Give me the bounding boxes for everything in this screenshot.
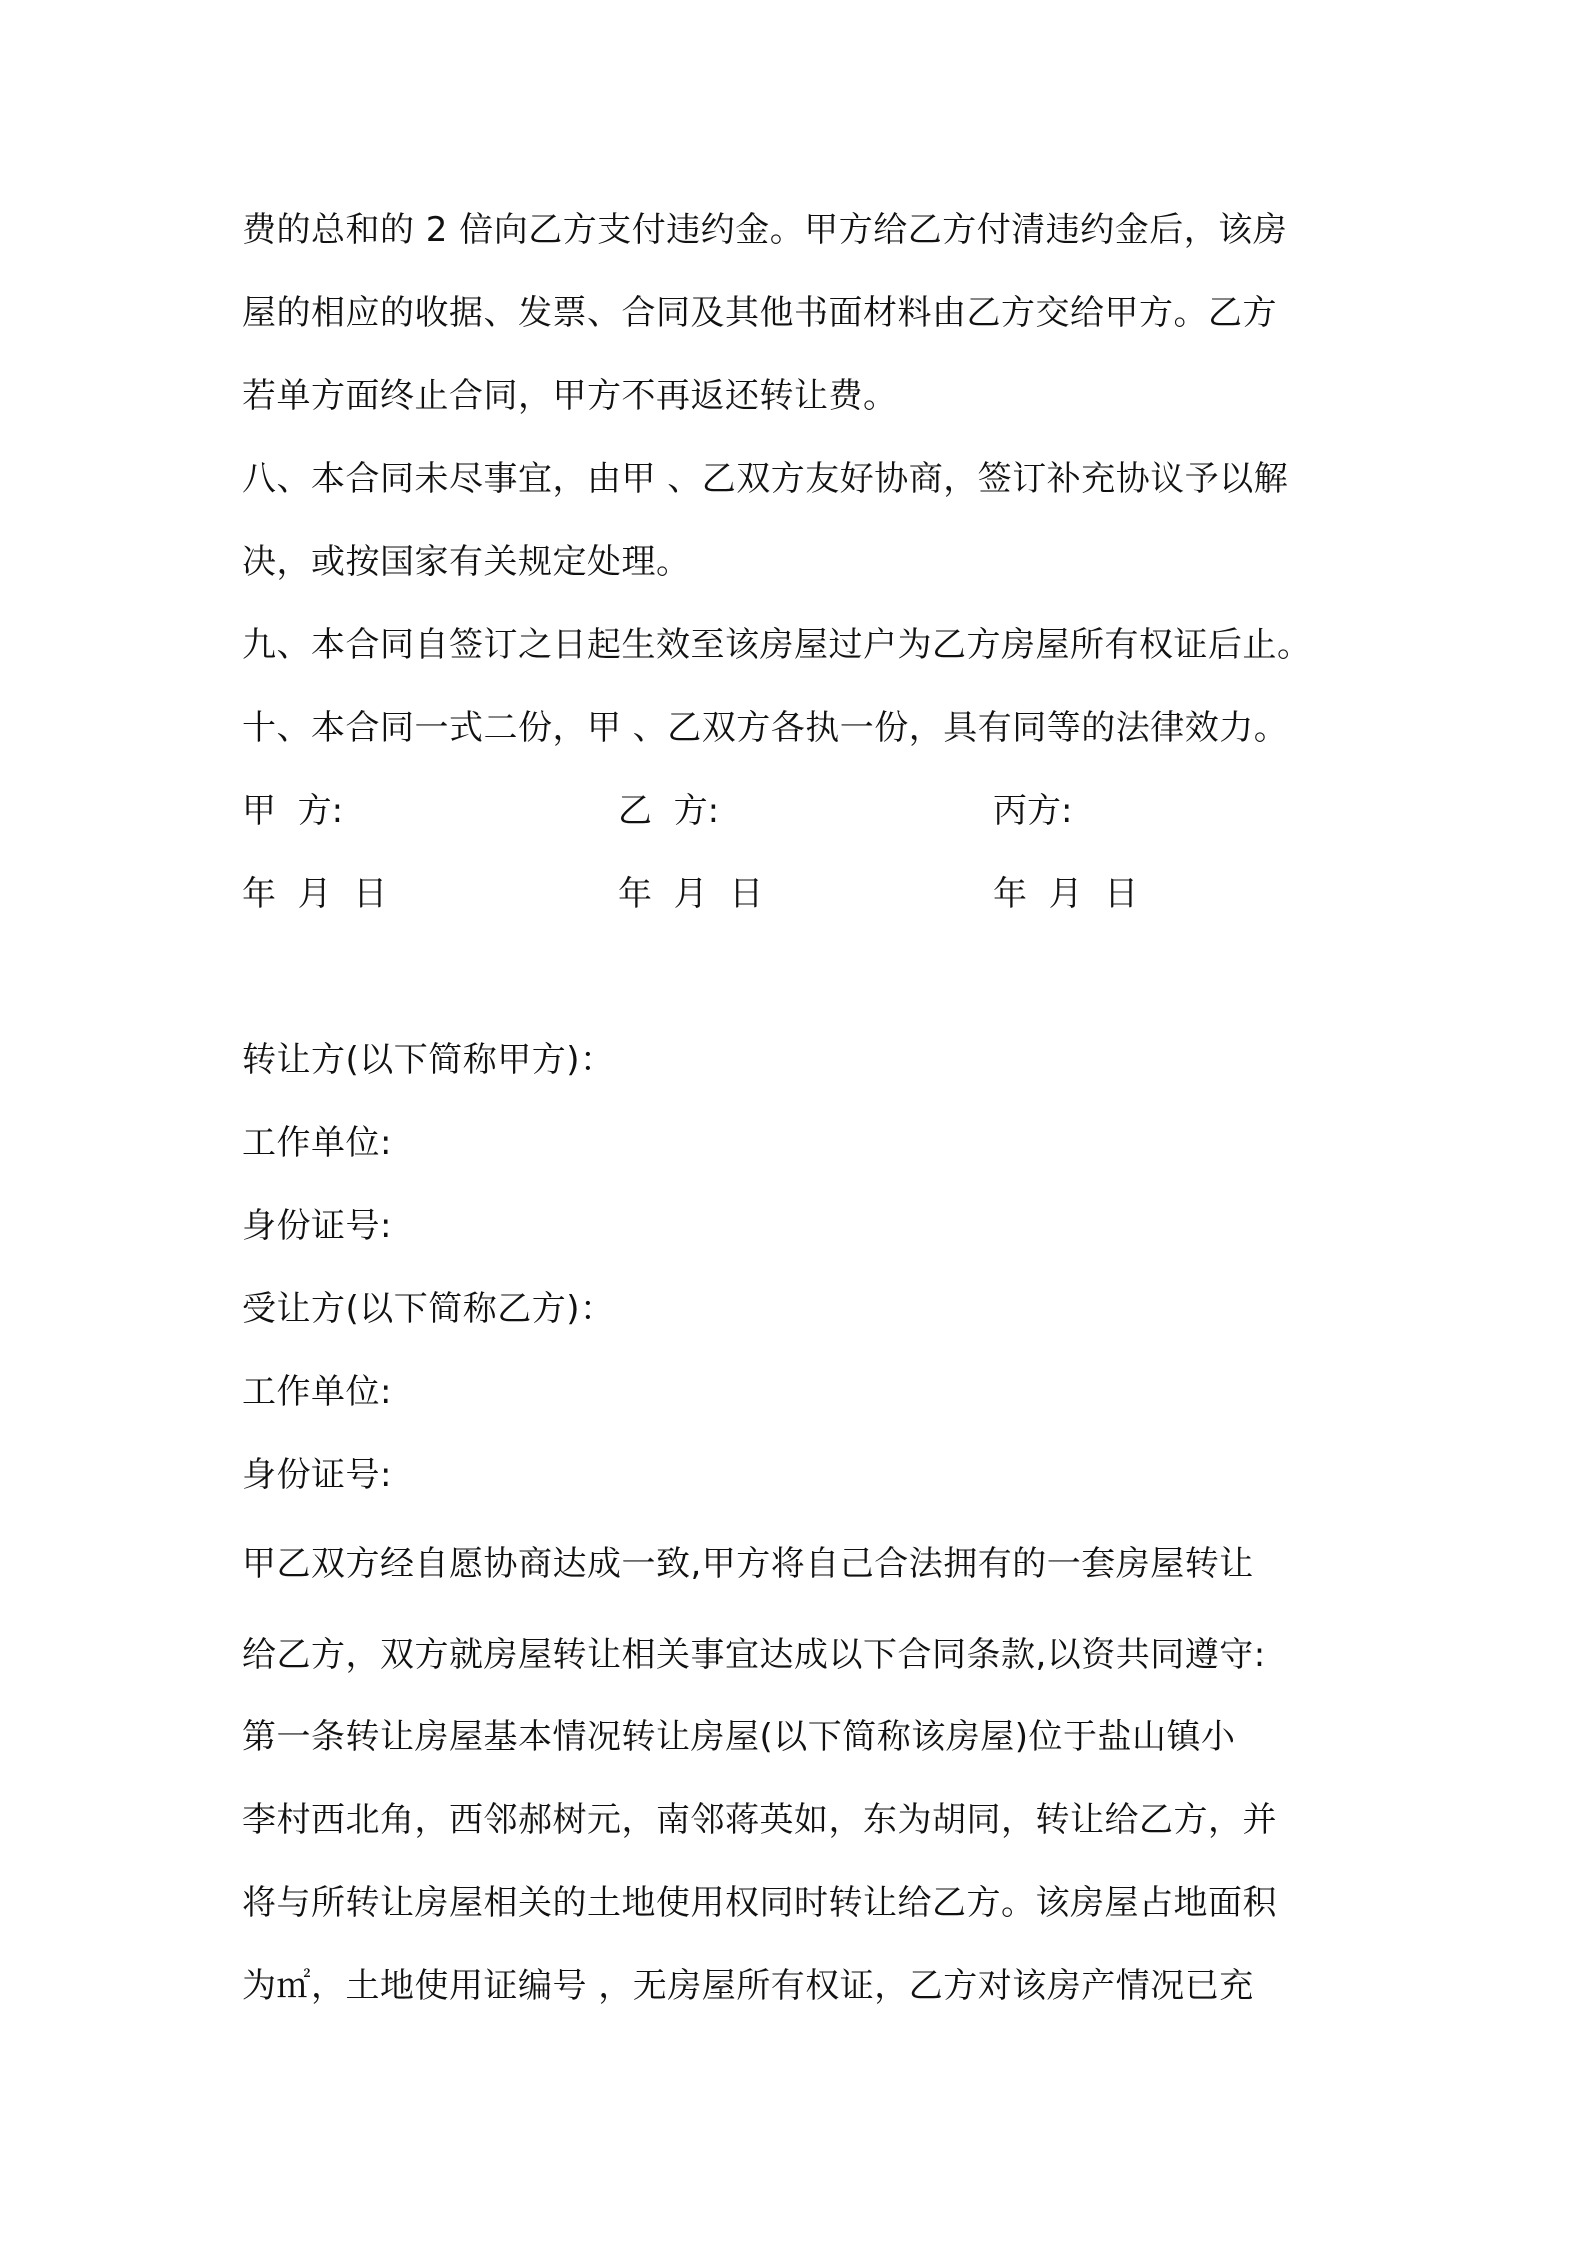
id-number-label: 身份证号:	[242, 1206, 392, 1246]
article-1-line: 第一条转让房屋基本情况转让房屋(以下简称该房屋)位于盐山镇小	[242, 1717, 1236, 1757]
article-1-line: 李村西北角，西邻郝树元，南邻蒋英如，东为胡同，转让给乙方，并	[242, 1800, 1277, 1840]
party-a-label: 甲 方:	[242, 791, 344, 831]
transferee-label: 受让方(以下简称乙方)：	[242, 1289, 615, 1329]
paragraph-line: 费的总和的 2 倍向乙方支付违约金。甲方给乙方付清违约金后，该房	[242, 210, 1288, 250]
intro-line: 甲乙双方经自愿协商达成一致,甲方将自己合法拥有的一套房屋转让	[242, 1544, 1254, 1584]
transferor-label: 转让方(以下简称甲方)：	[242, 1040, 615, 1080]
article-1-line: 将与所转让房屋相关的土地使用权同时转让给乙方。该房屋占地面积	[242, 1883, 1277, 1923]
clause-10: 十、本合同一式二份，甲 、乙双方各执一份，具有同等的法律效力。	[242, 708, 1289, 748]
party-b-label: 乙 方:	[618, 791, 720, 831]
date-c: 年 月 日	[993, 874, 1139, 914]
clause-8-line: 八、本合同未尽事宜，由甲 、乙双方友好协商，签订补充协议予以解	[242, 459, 1289, 499]
clause-8-line: 决，或按国家有关规定处理。	[242, 542, 691, 582]
date-a: 年 月 日	[242, 874, 388, 914]
paragraph-line: 若单方面终止合同，甲方不再返还转让费。	[242, 376, 898, 416]
intro-line: 给乙方，双方就房屋转让相关事宜达成以下合同条款,以资共同遵守:	[242, 1635, 1266, 1675]
id-number-label: 身份证号:	[242, 1455, 392, 1495]
party-c-label: 丙方:	[993, 791, 1073, 831]
clause-9: 九、本合同自签订之日起生效至该房屋过户为乙方房屋所有权证后止。	[242, 625, 1312, 665]
paragraph-line: 屋的相应的收据、发票、合同及其他书面材料由乙方交给甲方。乙方	[242, 293, 1277, 333]
article-1-line: 为㎡，土地使用证编号 ，无房屋所有权证，乙方对该房产情况已充	[242, 1966, 1254, 2006]
work-unit-label: 工作单位:	[242, 1372, 392, 1412]
date-b: 年 月 日	[618, 874, 764, 914]
work-unit-label: 工作单位:	[242, 1123, 392, 1163]
